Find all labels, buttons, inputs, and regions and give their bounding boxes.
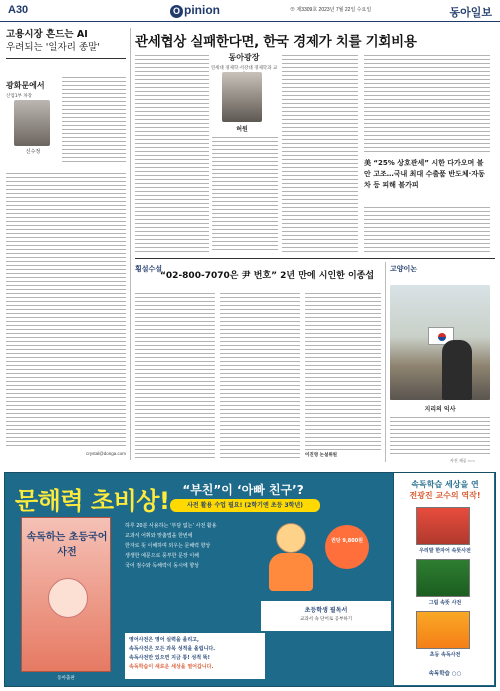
main-text-col-3 bbox=[282, 52, 358, 252]
left-author-aff: 산업1부 차장 bbox=[6, 94, 33, 99]
issue-info: ⊕ 제3309호 2023년 7월 22일 수요일 bbox=[290, 7, 372, 13]
advertisement[interactable] bbox=[4, 472, 496, 687]
left-text-top bbox=[62, 74, 126, 164]
main-text-col-1 bbox=[135, 52, 209, 252]
columnist-name: 허원 bbox=[236, 126, 248, 133]
ad-footer-line: 영어사전은 영어 실력을 올리고, bbox=[129, 637, 199, 643]
ad-bullets bbox=[125, 521, 255, 571]
book-label-2: 그림 속뜻 사전 bbox=[428, 600, 462, 606]
section-logo bbox=[170, 3, 220, 18]
newspaper-name: 동아일보 bbox=[449, 6, 492, 19]
photo-tag: 고양이논 bbox=[390, 265, 418, 273]
ad-bullet: 생생한 예문으로 풍부한 문장 이해 bbox=[125, 553, 199, 559]
news-photo bbox=[390, 285, 490, 400]
divider-2 bbox=[385, 262, 386, 462]
ad-right-title-2: 전광진 교수의 역작! bbox=[409, 491, 481, 500]
ad-publisher: 속독학습 ○○ bbox=[428, 671, 462, 677]
ad-book-cover bbox=[21, 517, 111, 672]
left-author bbox=[6, 80, 56, 99]
ad-bullet: 한자로 뜻 이해하며 외우는 문해력 향상 bbox=[125, 543, 211, 549]
ad-footer bbox=[125, 633, 265, 679]
ad-book-label: 동아출판 bbox=[57, 675, 75, 680]
second-tag: 횡설수설 bbox=[135, 265, 163, 273]
cartoon-character-icon bbox=[261, 523, 321, 593]
ad-subtitle-tag: 사전 활용 수업 필요! (2학기엔 초등 3학년) bbox=[170, 499, 320, 512]
ad-box-title: 초등학생 필독서 bbox=[304, 607, 348, 614]
left-email: crystal@donga.com bbox=[86, 451, 126, 456]
left-headline-1: 고용시장 흔드는 AI bbox=[6, 29, 88, 40]
second-author-name: 이진영 bbox=[305, 453, 319, 458]
second-author bbox=[305, 452, 337, 458]
ad-right-panel bbox=[393, 473, 494, 685]
divider-1 bbox=[130, 28, 131, 460]
book-cover-2 bbox=[416, 559, 470, 597]
photo-credit: 사진 제공 ○○○ bbox=[450, 458, 475, 463]
left-headline-2: 우려되는 '일자리 종말' bbox=[6, 42, 100, 53]
ad-right-title-1: 속독학습 세상을 연 bbox=[411, 480, 479, 489]
ad-bullet: 교과서 어휘와 맞춤법을 한번에 bbox=[125, 533, 193, 539]
second-text-col-2 bbox=[220, 290, 300, 460]
section-name: pinion bbox=[184, 3, 220, 17]
ad-footer-line: 속독사전만 있으면 지금 통! 성적 뚝! bbox=[129, 655, 210, 661]
second-text-col-3 bbox=[305, 290, 381, 450]
main-text-col-2 bbox=[212, 134, 278, 252]
ad-subtitle: “부친”이 ‘아빠 친구’? bbox=[182, 483, 304, 497]
main-byline-aff: 연세대 경제학·서강대 경제학과 교 bbox=[210, 66, 278, 71]
main-title: 관세협상 실패한다면, 한국 경제가 치를 기회비용 bbox=[135, 34, 417, 50]
ad-bullet: 국어 점수와 독해력이 동시에 향상 bbox=[125, 563, 199, 569]
author-photo bbox=[14, 100, 50, 146]
section-letter: O bbox=[170, 5, 183, 18]
child-face-icon bbox=[48, 578, 88, 618]
second-text-col-1 bbox=[135, 290, 215, 460]
main-text-col-4b bbox=[364, 204, 490, 252]
book-label-1: 우리말 한자어 속뜻사전 bbox=[419, 548, 471, 554]
masthead bbox=[0, 0, 500, 22]
ad-bullet: 하루 20분 사용하는 ‘부담 없는’ 사전 활용 bbox=[125, 523, 217, 529]
book-cover-1 bbox=[416, 507, 470, 545]
ad-box-sub: 교과서 속 단어로 공부하기 bbox=[299, 617, 353, 622]
second-title: “02-800-7070은 尹 번호” 2년 만에 시인한 이종섭 bbox=[160, 271, 375, 281]
ad-right-title bbox=[398, 479, 492, 501]
ad-price-badge: 권당 9,800원 bbox=[325, 525, 369, 569]
ad-footer-cta: 속독학습이 새로운 세상을 열어갑니다. bbox=[129, 664, 214, 670]
book-label-3: 초등 속독사전 bbox=[429, 652, 461, 658]
ad-footer-line: 속독사전은 모든 과목 성적을 올립니다. bbox=[129, 646, 216, 652]
book-cover-3 bbox=[416, 611, 470, 649]
section-rule bbox=[135, 258, 495, 259]
ad-book-title: 속독하는 초등국어사전 bbox=[26, 532, 108, 558]
ad-headline: 문해력 초비상! bbox=[15, 487, 170, 515]
main-text-col-4a bbox=[364, 52, 490, 152]
columnist-photo bbox=[222, 72, 262, 122]
page-number: A30 bbox=[8, 4, 29, 16]
person-silhouette bbox=[442, 340, 472, 400]
left-text-body bbox=[6, 170, 126, 448]
main-byline-column: 동아광장 bbox=[228, 53, 260, 62]
photo-caption: 지리의 익사 bbox=[424, 406, 456, 413]
ad-info-box bbox=[261, 601, 391, 631]
left-rule bbox=[6, 58, 126, 59]
main-pullquote: 美 “25% 상호관세” 시한 다가오며 불안 고조…국내 최대 수출품 반도체·자동차 등 피해 불가피 bbox=[364, 159, 485, 189]
column-left bbox=[6, 28, 126, 458]
author-name: 신수정 bbox=[25, 149, 41, 155]
photo-text bbox=[390, 414, 490, 454]
second-author-aff: 논설위원 bbox=[319, 453, 338, 458]
left-author-column: 광화문에서 bbox=[6, 81, 45, 90]
